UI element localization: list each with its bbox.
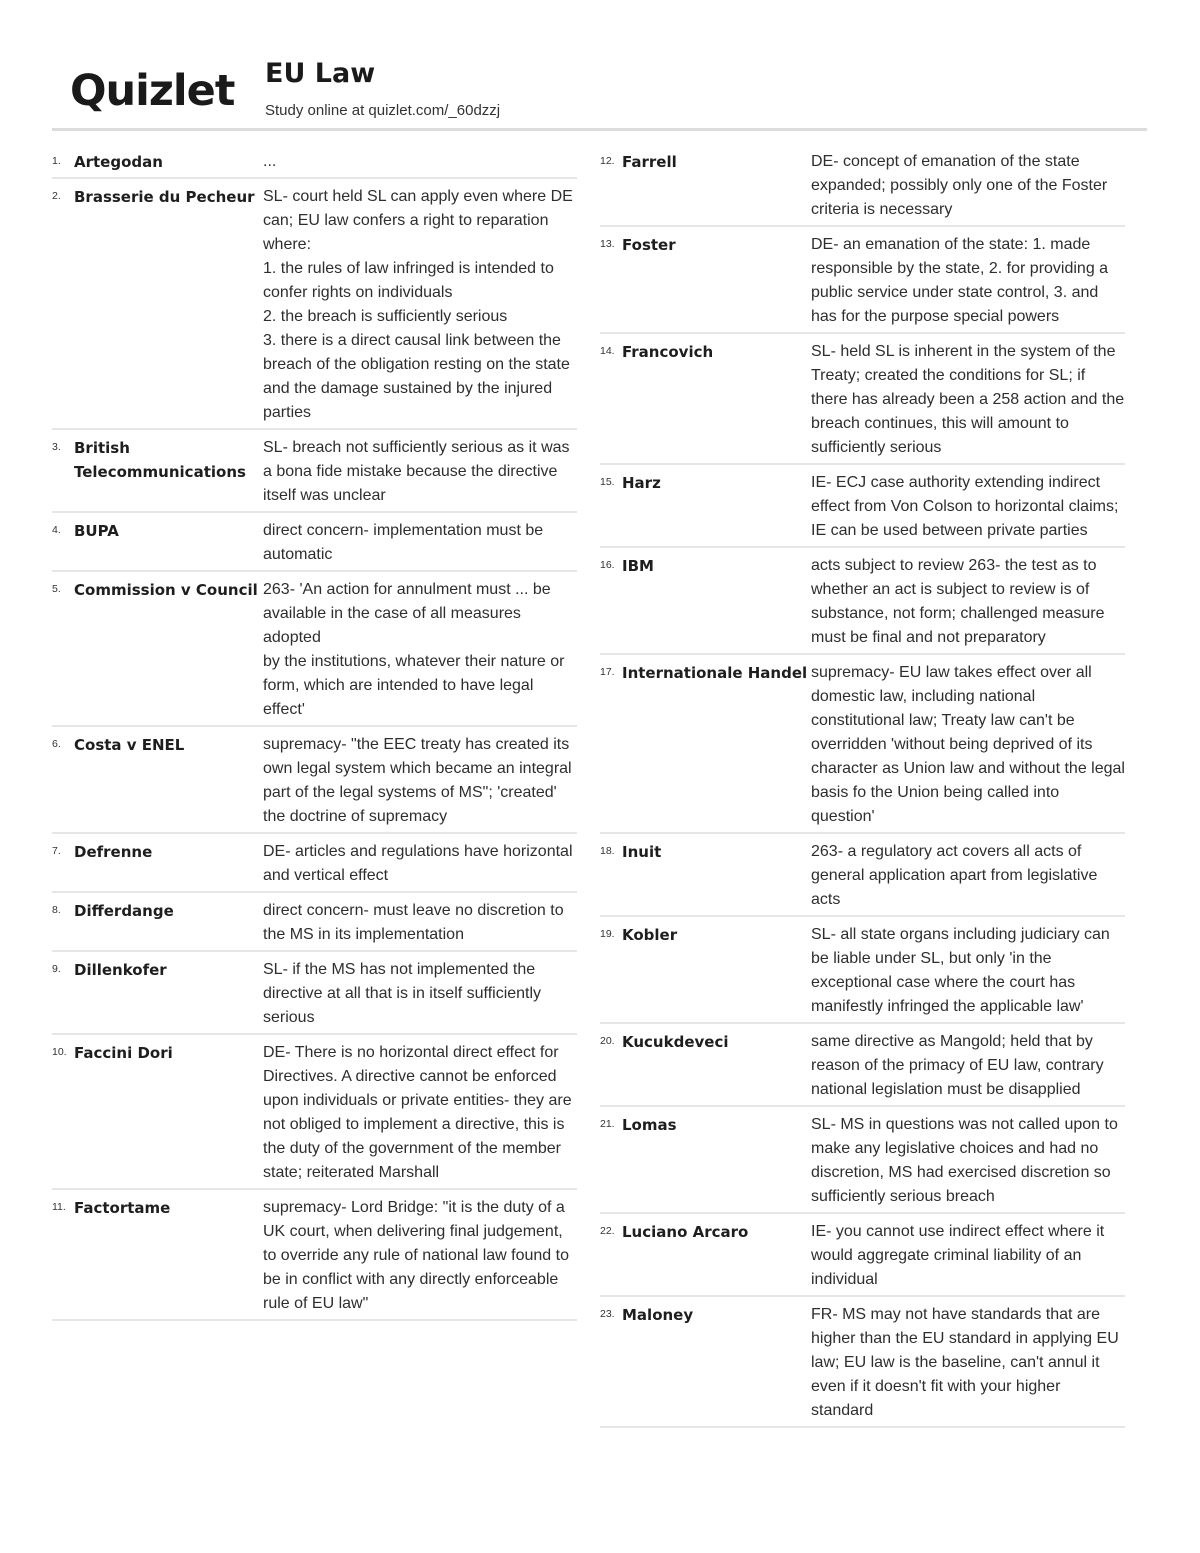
card-entry	[52, 577, 577, 727]
card-definition: SL- breach not sufficiently serious as it was a bona fide mistake because the directive itself was unclear	[263, 439, 570, 504]
card-number: 10.	[52, 1046, 67, 1058]
study-online-link[interactable]: Study online at quizlet.com/_60dzzj	[265, 102, 501, 119]
card-entry	[52, 732, 577, 834]
header-divider	[52, 128, 1147, 131]
card-number: 6.	[52, 738, 61, 750]
card-entry	[52, 149, 577, 179]
card-term: Luciano Arcaro	[622, 1223, 749, 1241]
card-term: Inuit	[622, 843, 662, 861]
card-number: 1.	[52, 155, 61, 167]
card-term: Faccini Dori	[74, 1044, 173, 1062]
card-entry	[52, 1195, 577, 1321]
card-term: Francovich	[622, 343, 714, 361]
card-definition: 263- 'An action for annulment must ... be available in the case of all measures adopted by the institutions, whatever their nature or form, which are intended to have legal effect'	[263, 581, 565, 718]
card-definition: SL- court held SL can apply even where DE can; EU law confers a right to reparation where: 1. the rules of law infringed is intended to confer rights on individuals 2. the breach is sufficiently serious 3. there is a direct causal link between the breach of the obligation resting on the state and the damage sustained by the injured parties	[263, 188, 573, 421]
card-term: Defrenne	[74, 843, 153, 861]
card-definition: same directive as Mangold; held that by reason of the primacy of EU law, contrary national legislation must be disapplied	[811, 1033, 1104, 1098]
right-card-column	[600, 149, 1125, 1433]
card-definition: IE- ECJ case authority extending indirect effect from Von Colson to horizontal claims; IE can be used between private parties	[811, 474, 1119, 539]
card-number: 4.	[52, 524, 61, 536]
card-entry	[600, 149, 1125, 227]
card-entry	[600, 1112, 1125, 1214]
card-entry	[52, 1040, 577, 1190]
card-number: 21.	[600, 1118, 615, 1130]
card-number: 22.	[600, 1225, 615, 1237]
card-definition: DE- articles and regulations have horizontal and vertical effect	[263, 843, 573, 884]
card-entry	[600, 470, 1125, 548]
card-number: 17.	[600, 666, 615, 678]
card-term: Costa v ENEL	[74, 736, 185, 754]
card-term: Commission v Council	[74, 581, 258, 599]
card-entry	[600, 660, 1125, 834]
card-number: 9.	[52, 963, 61, 975]
card-entry	[52, 518, 577, 572]
card-definition: ...	[263, 153, 277, 170]
card-entry	[600, 922, 1125, 1024]
card-term: Foster	[622, 236, 676, 254]
card-definition: FR- MS may not have standards that are higher than the EU standard in applying EU law; EU law is the baseline, can't annul it even if it doesn't fit with your higher standard	[811, 1306, 1119, 1419]
card-number: 3.	[52, 441, 61, 453]
card-term: Maloney	[622, 1306, 694, 1324]
card-number: 2.	[52, 190, 61, 202]
card-number: 20.	[600, 1035, 615, 1047]
card-number: 16.	[600, 559, 615, 571]
card-term: Factortame	[74, 1199, 171, 1217]
card-definition: supremacy- "the EEC treaty has created its own legal system which became an integral part of the legal systems of MS"; 'created' the doctrine of supremacy	[263, 736, 572, 825]
quizlet-logo: Quizlet	[70, 66, 235, 116]
page-title: EU Law	[265, 58, 376, 89]
card-entry	[52, 957, 577, 1035]
card-definition: DE- an emanation of the state: 1. made responsible by the state, 2. for providing a public service under state control, 3. and has for the purpose special powers	[811, 236, 1109, 325]
card-term: Farrell	[622, 153, 677, 171]
card-number: 7.	[52, 845, 61, 857]
card-number: 11.	[52, 1201, 66, 1213]
card-entry	[52, 435, 577, 513]
card-definition: SL- MS in questions was not called upon to make any legislative choices and had no discretion, MS had exercised discretion so sufficiently serious breach	[811, 1116, 1118, 1205]
card-term: Differdange	[74, 902, 174, 920]
card-entry	[600, 1029, 1125, 1107]
card-definition: SL- if the MS has not implemented the directive at all that is in itself sufficiently serious	[263, 961, 542, 1026]
card-entry	[600, 232, 1125, 334]
card-number: 15.	[600, 476, 615, 488]
card-entry	[600, 553, 1125, 655]
card-term: Lomas	[622, 1116, 677, 1134]
card-definition: DE- concept of emanation of the state expanded; possibly only one of the Foster criteria is necessary	[811, 153, 1108, 218]
card-definition: DE- There is no horizontal direct effect for Directives. A directive cannot be enforced upon individuals or private entities- they are not obliged to implement a directive, this is the duty of the government of the member state; reiterated Marshall	[263, 1044, 572, 1181]
card-definition: SL- held SL is inherent in the system of the Treaty; created the conditions for SL; if there has already been a 258 action and the breach continues, this will amount to sufficiently serious	[811, 343, 1125, 456]
card-number: 14.	[600, 345, 615, 357]
card-term: IBM	[622, 557, 654, 575]
card-definition: supremacy- Lord Bridge: "it is the duty of a UK court, when delivering final judgement, to override any rule of national law found to be in conflict with any directly enforceable rule of EU law"	[263, 1199, 569, 1312]
card-number: 8.	[52, 904, 61, 916]
card-definition: SL- all state organs including judiciary can be liable under SL, but only 'in the exceptional case where the court has manifestly infringed the applicable law'	[811, 926, 1110, 1015]
card-term: Internationale Handel	[622, 664, 808, 682]
card-number: 12.	[600, 155, 615, 167]
card-entry	[52, 898, 577, 952]
card-entry	[600, 839, 1125, 917]
card-definition: IE- you cannot use indirect effect where it would aggregate criminal liability of an individual	[811, 1223, 1105, 1288]
card-number: 18.	[600, 845, 615, 857]
card-number: 23.	[600, 1308, 615, 1320]
card-definition: supremacy- EU law takes effect over all domestic law, including national constitutional law; Treaty law can't be overridden 'without being deprived of its character as Union law and without the legal basis fo the Union being called into question'	[811, 664, 1125, 825]
page-header	[52, 52, 1147, 132]
card-number: 19.	[600, 928, 615, 940]
card-term: Harz	[622, 474, 661, 492]
card-term: Artegodan	[74, 153, 163, 171]
card-definition: 263- a regulatory act covers all acts of general application apart from legislative acts	[811, 843, 1098, 908]
card-term: Kucukdeveci	[622, 1033, 729, 1051]
card-term: Dillenkofer	[74, 961, 167, 979]
card-number: 5.	[52, 583, 61, 595]
card-definition: direct concern- implementation must be automatic	[263, 522, 544, 563]
card-term: BUPA	[74, 522, 119, 540]
card-entry	[600, 339, 1125, 465]
card-entry	[600, 1302, 1125, 1428]
card-term: Kobler	[622, 926, 678, 944]
left-card-column	[52, 149, 577, 1326]
card-definition: acts subject to review 263- the test as to whether an act is subject to review is of substance, not form; challenged measure must be final and not preparatory	[811, 557, 1105, 646]
card-number: 13.	[600, 238, 615, 250]
card-entry	[600, 1219, 1125, 1297]
card-term: British Telecommunications	[74, 439, 246, 481]
card-term: Brasserie du Pecheur	[74, 188, 255, 206]
card-entry	[52, 839, 577, 893]
card-entry	[52, 184, 577, 430]
card-definition: direct concern- must leave no discretion to the MS in its implementation	[263, 902, 564, 943]
